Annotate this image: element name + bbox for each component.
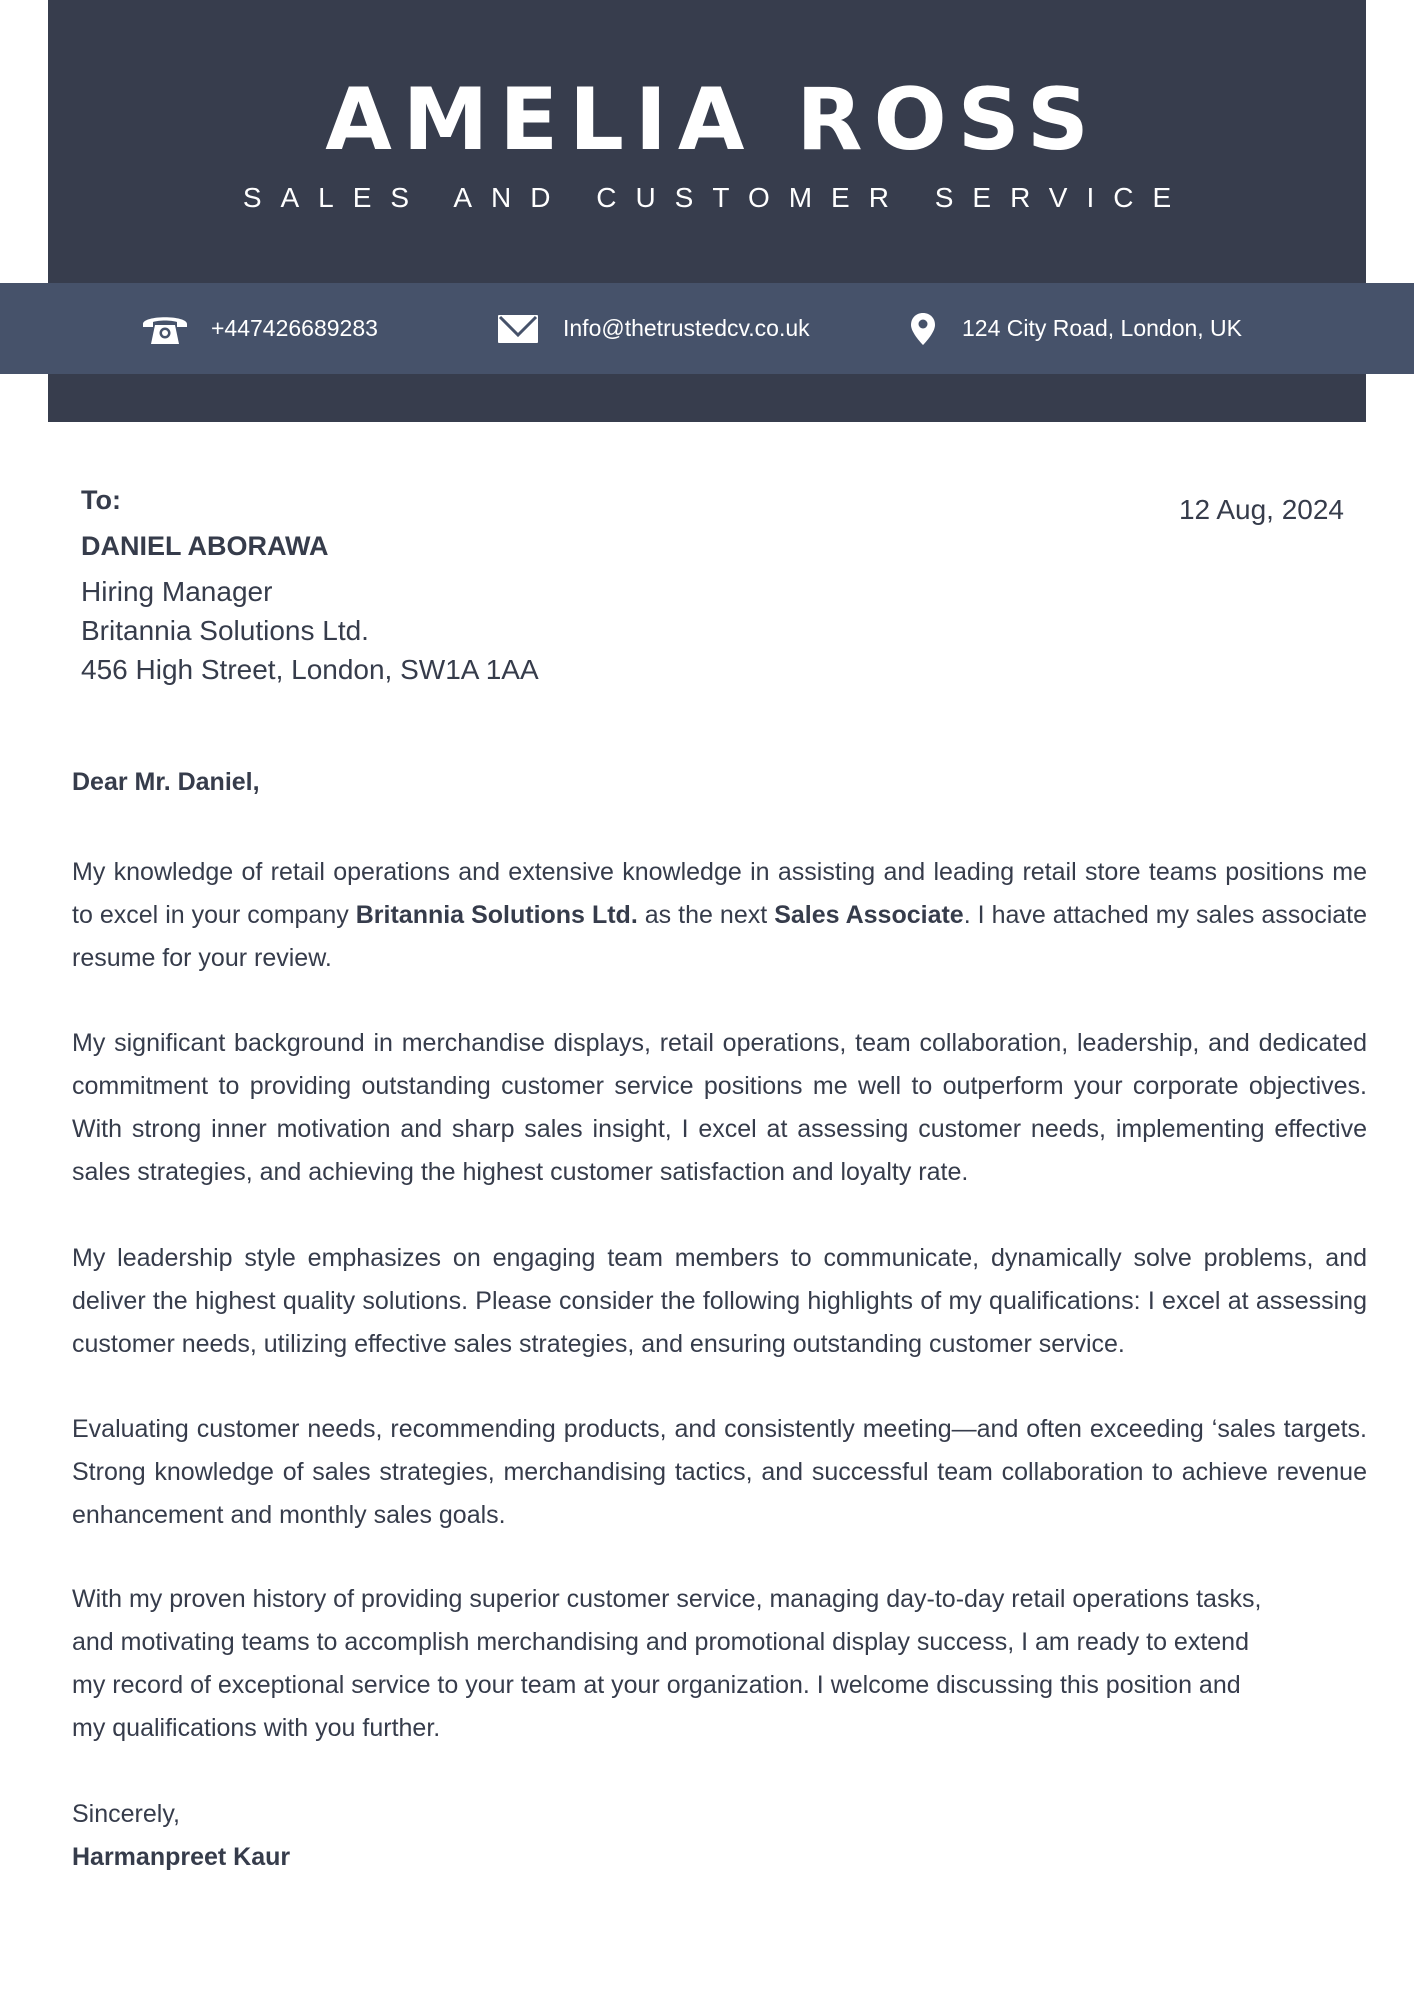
recipient-address: 456 High Street, London, SW1A 1AA bbox=[81, 654, 539, 685]
contact-phone[interactable] bbox=[141, 283, 378, 374]
company-name-bold: Britannia Solutions Ltd. bbox=[355, 901, 638, 929]
contact-bar bbox=[0, 283, 1414, 374]
paragraph-5 bbox=[72, 1578, 1322, 1750]
paragraph-1-text: My knowledge of retail operations and extensive knowledge in assisting and leading retail store teams positions me to excel in your company bbox=[72, 858, 1367, 929]
paragraph-5-line: With my proven history of providing superior customer service, managing day-to-day retail operations tasks, bbox=[72, 1585, 1262, 1613]
street-address: 124 City Road, London, UK bbox=[962, 315, 1243, 341]
recipient-name: DANIEL ABORAWA bbox=[81, 531, 329, 561]
telephone-icon bbox=[141, 312, 189, 346]
email-address: Info@thetrustedcv.co.uk bbox=[563, 315, 810, 341]
applicant-title: SALES AND CUSTOMER SERVICE bbox=[242, 182, 1191, 213]
paragraph-5-line: my qualifications with you further. bbox=[72, 1714, 441, 1742]
phone-number: +447426689283 bbox=[211, 315, 378, 341]
signature-name: Harmanpreet Kaur bbox=[72, 1843, 291, 1871]
paragraph-2: My significant background in merchandise displays, retail operations, team collaboration, leadership, and dedicated commitment to providing outstanding customer service positions me well to outperform your corporate objectives. With strong inner motivation and sharp sales insight, I excel at assessing customer needs, implementing effective sales strategies, and achieving the highest customer satisfaction and loyalty rate. bbox=[72, 1029, 1367, 1186]
applicant-name: AMELIA ROSS bbox=[325, 70, 1100, 170]
recipient-block bbox=[81, 480, 539, 689]
recipient-role: Hiring Manager bbox=[81, 576, 273, 607]
contact-address[interactable] bbox=[910, 283, 1242, 374]
letter-date: 12 Aug, 2024 bbox=[1178, 494, 1344, 525]
map-pin-icon bbox=[910, 312, 936, 346]
paragraph-3: My leadership style emphasizes on engaging team members to communicate, dynamically solve problems, and deliver the highest quality solutions. Please consider the following highlights of my qualifications: I excel at assessing customer needs, utilizing effective sales strategies, and ensuring outstanding customer service. bbox=[72, 1244, 1367, 1358]
to-label: To: bbox=[81, 485, 121, 515]
envelope-icon bbox=[498, 314, 538, 344]
position-name-bold: Sales Associate bbox=[774, 901, 964, 929]
paragraph-1 bbox=[72, 851, 1367, 980]
paragraph-5-line: and motivating teams to accomplish merchandising and promotional display success, I am ready to extend bbox=[72, 1628, 1249, 1656]
contact-email[interactable] bbox=[498, 283, 810, 374]
paragraph-4: Evaluating customer needs, recommending products, and consistently meeting—and often exceeding ‘sales targets. Strong knowledge of sales strategies, merchandising tactics, and successful team collaboration to achieve revenue enhancement and monthly sales goals. bbox=[72, 1415, 1367, 1529]
paragraph-5-line: my record of exceptional service to your team at your organization. I welcome discussing this position and bbox=[72, 1671, 1241, 1699]
closing: Sincerely, bbox=[72, 1800, 180, 1828]
recipient-company: Britannia Solutions Ltd. bbox=[81, 615, 369, 646]
paragraph-1-text: . I have attached my sales associate resume for your review. bbox=[72, 901, 1368, 972]
salutation: Dear Mr. Daniel, bbox=[72, 768, 260, 796]
paragraph-1-text: as the next bbox=[637, 901, 775, 929]
